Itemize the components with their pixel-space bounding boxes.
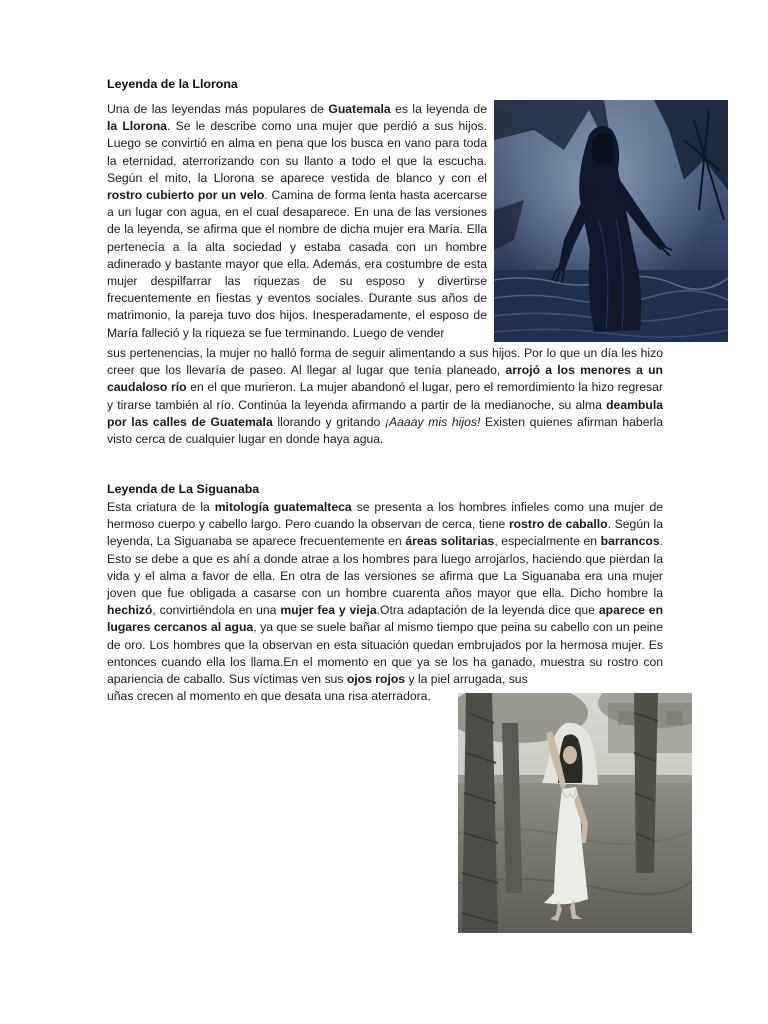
text-run-bold: arrojó a los menores a un caudaloso río — [107, 363, 663, 395]
llorona-paragraph-2 — [107, 345, 663, 448]
text-run-bold: la Llorona — [107, 119, 168, 134]
text-run: es la leyenda de — [390, 102, 487, 116]
text-run: . Según la leyenda, La Siguanaba se aparece frecuentemente en — [107, 517, 663, 549]
text-run: , especialmente en — [494, 534, 601, 549]
text-run-bold: aparece en lugares cercanos al agua — [107, 603, 664, 635]
text-run-bold: rostro de caballo — [508, 517, 608, 532]
text-run-bold: hechizó — [107, 603, 153, 618]
text-run: , convirtiéndola en una — [152, 603, 281, 618]
text-run: Existen quienes afirman haberla visto cerca de cualquier lugar en donde haya agua. — [107, 414, 664, 447]
text-run: .Otra adaptación de la leyenda dice que — [376, 603, 599, 618]
siguanaba-illustration — [458, 693, 692, 933]
text-run: Esta criatura de la — [107, 500, 215, 514]
text-run-italic: ¡Aaaay mis hijos! — [384, 414, 481, 429]
text-run-bold: ojos rojos — [346, 672, 406, 687]
text-run-bold: barrancos — [600, 534, 660, 549]
siguanaba-paragraph-1 — [107, 499, 663, 688]
text-run-bold: Guatemala — [328, 102, 391, 116]
text-run: . Se le describe como una mujer que perdió a sus hijos. Luego se convirtió en alma en pena que los busca en vano para toda la eternidad, aterrorizando con su llanto a todo el que la escucha. Según el mito, la Llorona se aparece vestida de blanco y con el — [107, 119, 487, 185]
llorona-illustration — [494, 100, 728, 342]
llorona-paragraph-1 — [107, 101, 487, 342]
siguanaba-title: Leyenda de La Siguanaba — [107, 482, 260, 496]
text-run: , ya que se suele bañar al mismo tiempo que peina su cabello con un peine de oro. Los hombres que la observan en esta situación quedan embrujados por la hermosa mujer. Es entonces cuando ella los llama.En el momento en que ya se los ha ganado, muestra su rostro con apariencia de caballo. Sus víctimas ven sus — [107, 620, 663, 687]
text-run: . Camina de forma lenta hasta acercarse a un lugar con agua, en el cual desaparece. En una de las versiones de la leyenda, se afirma que el nombre de dicha mujer era María. Ella pertenecía a la alta sociedad y estaba casada con un hombre adinerado y bastante mayor que ella. Además, era costumbre de esta mujer despilfarrar las riquezas de su esposo y divertirse frecuentemente en fiestas y eventos sociales. Durante sus años de matrimonio, la pareja tuvo dos hijos. Inesperadamente, el esposo de María falleció y la riqueza se fue terminando. Luego de vender — [107, 188, 487, 340]
siguanaba-photo — [458, 693, 692, 933]
text-run: . Esto se debe a que es ahí a donde atrae a los hombres para luego arrojarlos, haciendo que pierdan la vida y el alma a favor de ella. En otra de las versiones se afirma que La Siguanaba era una mujer joven que fue obligada a casarse con un hombre cuarenta años mayor que ella. Dicho hombre la — [107, 534, 663, 601]
siguanaba-paragraph-2: uñas crecen al momento en que desata una risa aterradora. — [107, 689, 431, 703]
text-run-bold: rostro cubierto por un velo — [107, 188, 265, 203]
text-run: llorando y gritando — [272, 414, 385, 429]
text-run-bold: deambula por las calles de Guatemala — [107, 397, 663, 429]
llorona-photo — [494, 100, 728, 342]
text-run: en el que murieron. La mujer abandonó el lugar, pero el remordimiento la hizo regresar y tirarse también al río. Continúa la leyenda afirmando a partir de la medianoche, su alma — [107, 380, 663, 412]
text-run: se presenta a los hombres infieles como una mujer de hermoso cuerpo y cabello largo. Pero cuando la observan de cerca, tiene — [107, 500, 663, 532]
text-run-bold: mujer fea y vieja — [280, 603, 377, 618]
text-run-bold: áreas solitarias — [405, 534, 495, 549]
llorona-title: Leyenda de la Llorona — [107, 77, 238, 91]
text-run: sus pertenencias, la mujer no halló forma de seguir alimentando a sus hijos. Por lo que un día les hizo creer que los llevaría de paseo. Al llegar al lugar que tenía planeado, — [107, 346, 663, 378]
text-run-bold: mitología guatemalteca — [214, 500, 352, 514]
text-run: Una de las leyendas más populares de — [107, 102, 329, 116]
text-run: y la piel arrugada, sus — [405, 672, 528, 687]
